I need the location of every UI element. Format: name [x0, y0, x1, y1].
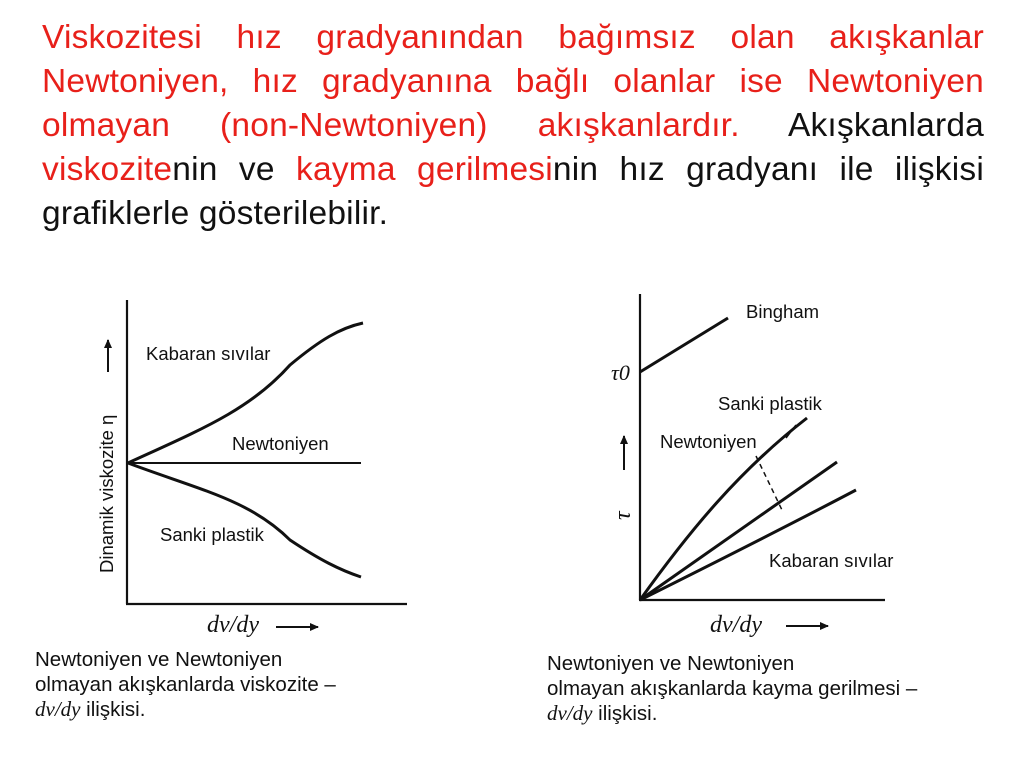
left-pseudoplastic-curve	[128, 463, 361, 577]
plain-text-2: nin ve	[172, 151, 297, 188]
left-newtonian-label: Newtoniyen	[232, 433, 329, 454]
left-x-axis-label: dv/dy	[207, 612, 259, 638]
plain-text-1: Akışkanlarda	[739, 107, 984, 144]
left-caption-line1: Newtoniyen ve Newtoniyen	[35, 648, 283, 671]
right-bingham-label: Bingham	[746, 301, 820, 322]
right-dilatant-label: Kabaran sıvılar	[769, 550, 894, 571]
right-bingham-line	[640, 318, 728, 372]
right-x-axis-label: dv/dy	[710, 612, 762, 638]
left-caption-line2: olmayan akışkanlarda viskozite –	[35, 672, 336, 696]
left-caption	[35, 648, 336, 723]
right-caption-line1: Newtoniyen ve Newtoniyen	[547, 652, 795, 675]
viscosity-term: viskozite	[42, 151, 173, 188]
left-pseudoplastic-label: Sanki plastik	[160, 524, 264, 545]
right-caption-line2: olmayan akışkanlarda kayma gerilmesi –	[547, 676, 918, 700]
right-caption-var: dv/dy	[547, 701, 593, 725]
right-caption	[547, 652, 917, 727]
right-y-axis-label: τ	[610, 511, 636, 520]
right-pseudoplastic-leader	[786, 425, 796, 438]
plain-text-3: nin hız gradyanı ile ilişkisi grafiklerle gösterilebilir.	[42, 151, 984, 232]
shear-stress-term: kayma gerilmesi	[296, 151, 553, 188]
left-dilatant-label: Kabaran sıvılar	[146, 343, 271, 364]
right-newtonian-line	[640, 462, 837, 600]
right-caption-tail: ilişkisi.	[592, 702, 658, 725]
left-caption-var: dv/dy	[35, 697, 81, 721]
left-y-axis-label: Dinamik viskozite η	[96, 414, 117, 573]
right-caption-line3	[547, 701, 917, 727]
right-tau0-label: τ0	[611, 360, 630, 385]
right-pseudoplastic-label: Sanki plastik	[718, 393, 822, 414]
left-caption-tail: ilişkisi.	[80, 698, 146, 721]
right-newtonian-label: Newtoniyen	[660, 431, 757, 452]
left-caption-line3	[35, 697, 336, 723]
right-dilatant-curve	[640, 490, 856, 600]
definition-text: Viskozitesi hız gradyanından bağımsız olan akışkanlar Newtoniyen, hız gradyanına bağlı olanlar ise Newtoniyen olmayan (non-Newtoniyen) akışkanlardır.	[42, 19, 984, 144]
